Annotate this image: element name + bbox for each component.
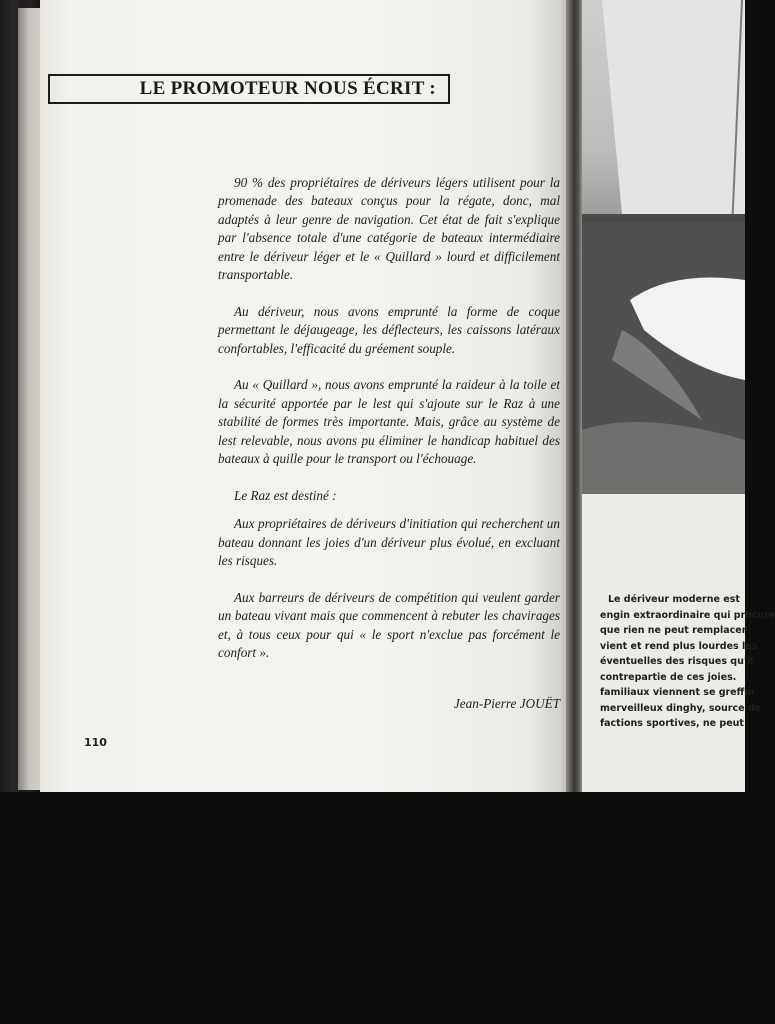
paragraph-6: Aux barreurs de dériveurs de compétition qui veulent garder un bateau vivant mais que commencent à rebuter les chavirages et, à tous ceux pour qui « le sport n'exclue pas forcément le confort ». (218, 589, 560, 661)
caption-line: familiaux viennent se greffer (600, 687, 756, 698)
header-title: LE PROMOTEUR NOUS ÉCRIT : (139, 78, 436, 99)
caption-line: contrepartie de ces joies. (600, 671, 737, 683)
caption-line: Le dériveur moderne est (608, 594, 740, 605)
paragraph-3: Au « Quillard », nous avons emprunté la raideur à la toile et la sécurité apportée par le lest qui s'ajoute sur le Raz à une stabilité de formes très importante. Mais, grâce au système de lest relevable, nous avons pu éliminer le handicap habituel des bateaux à quille pour le transport ou l'échouage. (218, 377, 560, 467)
photo-caption (600, 592, 775, 732)
sailboat-photo (582, 0, 745, 494)
caption-line: merveilleux dinghy, source de (600, 702, 762, 714)
caption-line: éventuelles des risques qu'il (600, 656, 754, 667)
paragraph-5: Aux propriétaires de dériveurs d'initiation qui recherchent un bateau donnant les joies d'un dériveur plus évolué, en excluant les risques. (218, 516, 560, 569)
caption-line: vient et rend plus lourdes les (600, 640, 758, 652)
sail-shape (602, 0, 745, 214)
caption-line: factions sportives, ne peut (600, 718, 744, 729)
caption-line: que rien ne peut remplacer (600, 625, 747, 636)
paragraph-4: Le Raz est destiné : (234, 487, 337, 503)
signature: Jean-Pierre JOUËT (453, 696, 560, 711)
sailboat-illustration (582, 0, 745, 494)
boom-line (582, 214, 745, 222)
article-body (218, 174, 560, 681)
caption-line: engin extraordinaire qui procure (600, 609, 775, 621)
page-number: 110 (84, 736, 107, 749)
paragraph-1: 90 % des propriétaires de dériveurs légers utilisent pour la promenade des bateaux conçus pour la régate, donc, mal adaptés à leur genre de navigation. Cet état de fait s'explique par l'absence totale d'une catégorie de bateaux intermédiaire entre le dériveur léger et le « Quillard » lourd et difficilement transportable. (218, 175, 560, 283)
paragraph-2: Au dériveur, nous avons emprunté la forme de coque permettant le déjaugeage, les déflecteurs, les caissons latéraux confortables, l'efficacité du gréement souple. (218, 303, 560, 356)
